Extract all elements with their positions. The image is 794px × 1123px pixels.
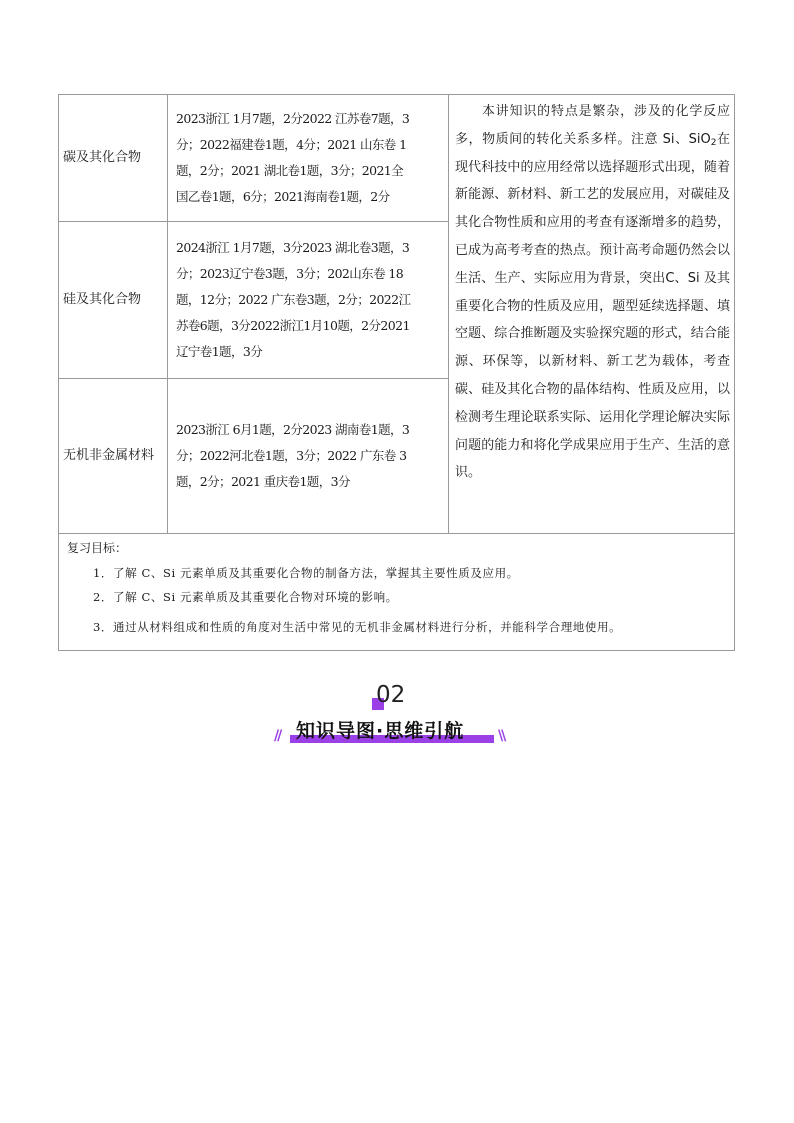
- exam-line: 分；2022福建卷1题，4分；2021 山东卷 1: [176, 137, 407, 152]
- analysis-text: 本讲知识的特点是繁杂，涉及的化学反应多，物质间的转化关系多样。注意 Si、SiO$_2$在现代科技中的应用经常以选择题形式出现，随着新能源、新材料、新工艺的发展应用，对碳硅及其化合物性质和应用的考查有逐渐增多的趋势，已成为高考考查的热点。预计高考命题仍然会以生活、生产、实际应用为背景，突出C、Si 及其重要化合物的性质及应用，题型延续选择题、填空题、综合推断题及实验探究题的形式，结合能源、环保等，以新材料、新工艺为载体，考查碳、硅及其化合物的晶体结构、性质及应用，以检测考生理论联系实际、运用化学理论解决实际问题的能力和将化学成果应用于生产、生活的意识。: [455, 104, 730, 481]
- exam-line: 苏卷6题，3分2022浙江1月10题，2分2021: [176, 318, 410, 333]
- section-title: 知识导图·思维引航: [296, 720, 465, 742]
- slash-decoration-right: \\: [498, 728, 505, 744]
- exam-line: 国乙卷1题，6分；2021海南卷1题，2分: [176, 189, 390, 204]
- section-number: 02: [376, 682, 406, 708]
- exam-line: 题，2分；2021 湖北卷1题，3分；2021全: [176, 163, 404, 178]
- goals-cell: [59, 534, 735, 651]
- table-row: [59, 95, 735, 222]
- exam-cell: [168, 379, 449, 534]
- topic-cell: 碳及其化合物: [59, 95, 168, 222]
- exam-line: 分；2023辽宁卷3题，3分；202山东卷 18: [176, 266, 404, 281]
- goals-row: [59, 534, 735, 651]
- topic-cell: 硅及其化合物: [59, 222, 168, 379]
- analysis-cell: [449, 95, 735, 534]
- exam-line: 辽宁卷1题，3分: [176, 344, 263, 359]
- goals-title: 复习目标：: [67, 541, 128, 555]
- goal-item: 3．通过从材料组成和性质的角度对生活中常见的无机非金属材料进行分析，并能科学合理地使用。: [93, 620, 622, 634]
- exam-line: 2024浙江 1月7题，3分2023 湖北卷3题，3: [176, 240, 410, 255]
- topic-cell: 无机非金属材料: [59, 379, 168, 534]
- exam-line: 2023浙江 6月1题，2分2023 湖南卷1题，3: [176, 422, 410, 437]
- exam-line: 分；2022河北卷1题，3分；2022 广东卷 3: [176, 448, 407, 463]
- exam-line: 题，2分；2021 重庆卷1题，3分: [176, 474, 350, 489]
- slash-decoration-left: //: [274, 728, 281, 744]
- exam-line: 2023浙江 1月7题，2分2022 江苏卷7题，3: [176, 111, 410, 126]
- goal-item: 1．了解 C、Si 元素单质及其重要化合物的制备方法，掌握其主要性质及应用。: [93, 566, 519, 580]
- exam-cell: [168, 222, 449, 379]
- exam-line: 题，12分；2022 广东卷3题，2分；2022江: [176, 292, 411, 307]
- goal-item: 2．了解 C、Si 元素单质及其重要化合物对环境的影响。: [93, 590, 398, 604]
- exam-table: [58, 94, 735, 651]
- exam-cell: [168, 95, 449, 222]
